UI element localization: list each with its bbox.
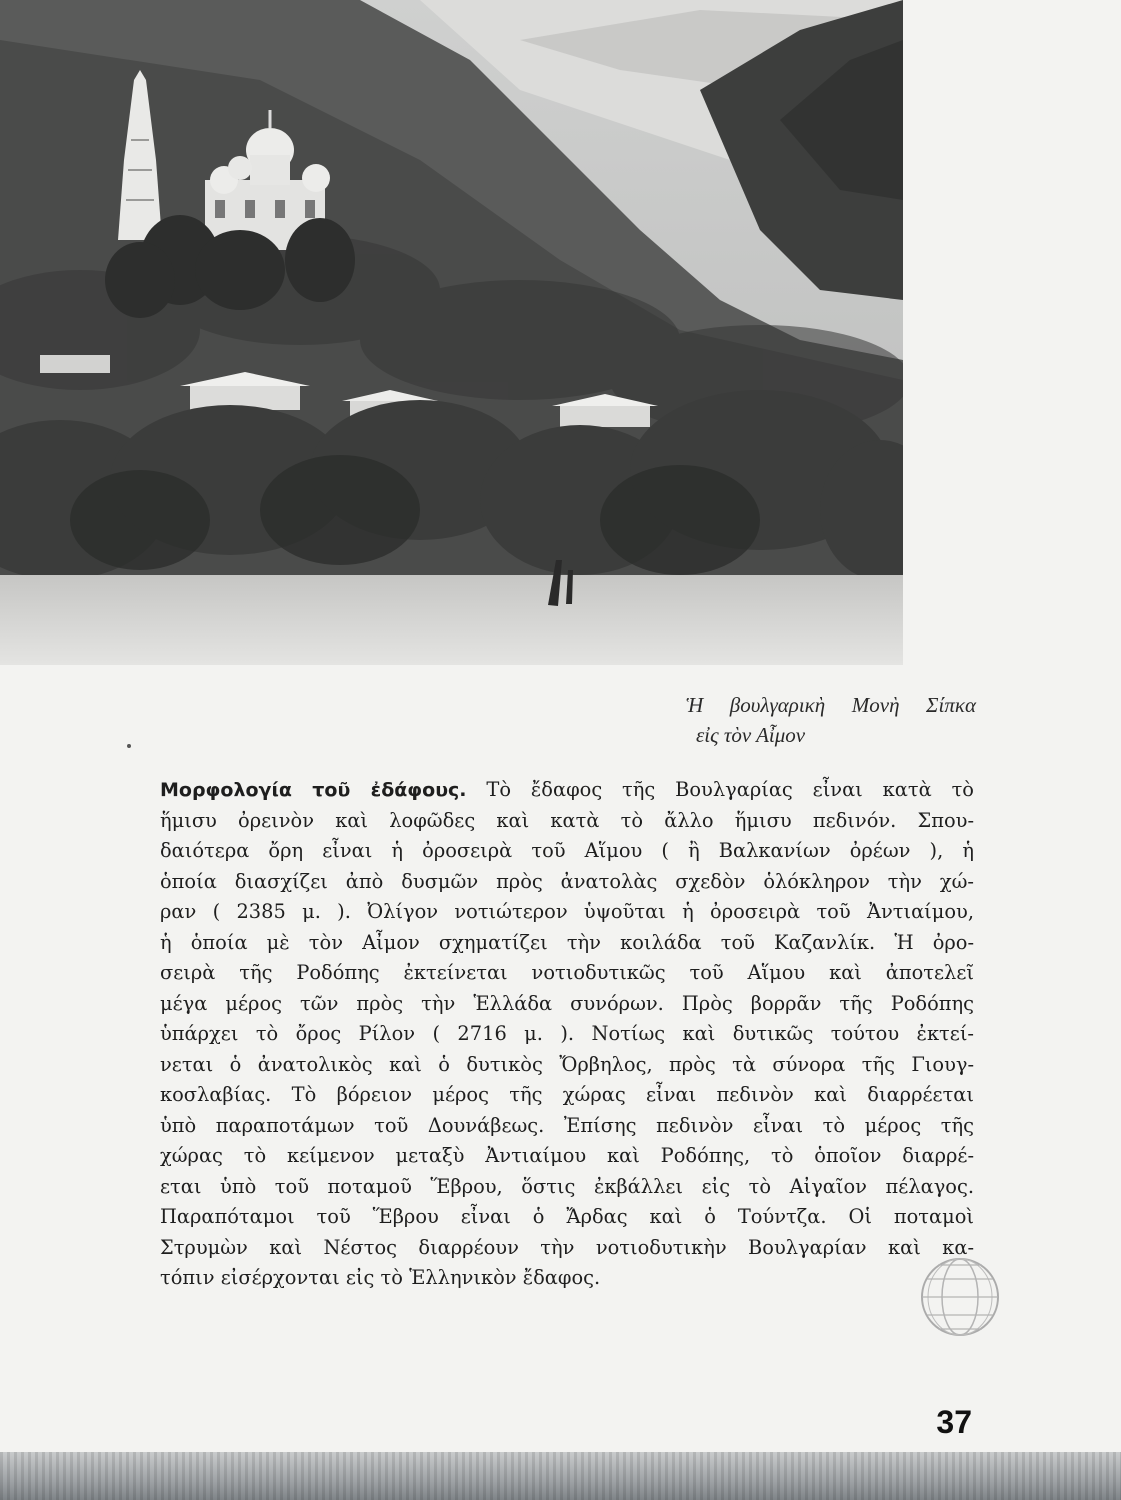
body-line: εται ὑπὸ τοῦ ποταμοῦ Ἕβρου, ὅστις ἐκβάλλει εἰς τὸ Αἰγαῖον πέλαγος. bbox=[160, 1174, 974, 1198]
body-line: τόπιν εἰσέρχονται εἰς τὸ Ἑλληνικὸν ἔδαφος. bbox=[160, 1266, 601, 1289]
page-number: 37 bbox=[936, 1404, 972, 1440]
body-line: ἡ ὁποία μὲ τὸν Αἶμον σχηματίζει τὴν κοιλάδα τοῦ Καζανλίκ. Ἡ ὀρο- bbox=[160, 930, 974, 954]
body-line: δαιότερα ὄρη εἶναι ἡ ὀροσειρὰ τοῦ Αἵμου ( ἢ Βαλκανίων ὀρέων ), ἡ bbox=[160, 839, 974, 862]
body-line: Παραπόταμοι τοῦ Ἕβρου εἶναι ὁ Ἄρδας καὶ ὁ Τούντζα. Οἱ ποταμοὶ bbox=[160, 1205, 974, 1228]
body-line: ραν ( 2385 μ. ). Ὀλίγον νοτιώτερον ὑψοῦται ἡ ὀροσειρὰ τοῦ Ἀντιαίμου, bbox=[160, 900, 974, 923]
margin-dot bbox=[127, 744, 131, 748]
body-line: μέγα μέρος τῶν πρὸς τὴν Ἑλλάδα συνόρων. Πρὸς βορρᾶν τῆς Ροδόπης bbox=[160, 991, 974, 1015]
body-line: Στρυμὼν καὶ Νέστος διαρρέουν τὴν νοτιοδυτικὴν Βουλγαρίαν καὶ κα- bbox=[160, 1235, 974, 1259]
section-heading: Μορφολογία τοῦ ἐδάφους. bbox=[160, 779, 467, 801]
body-text bbox=[160, 775, 974, 1294]
body-line: ὁποία διασχίζει ἀπὸ δυσμῶν πρὸς ἀνατολὰς σχεδὸν ὁλόκληρον τὴν χώ- bbox=[160, 869, 974, 893]
body-line: ὑπὸ παραποτάμων τοῦ Δουνάβεως. Ἐπίσης πεδινὸν εἶναι τὸ μέρος τῆς bbox=[160, 1113, 974, 1137]
caption-word: Μονὴ bbox=[851, 693, 900, 717]
caption-line-2: εἰς τὸν Αἶμον bbox=[696, 723, 806, 747]
globe-icon bbox=[918, 1255, 1002, 1339]
caption-word: βουλγαρικὴ bbox=[729, 693, 826, 717]
body-line bbox=[160, 775, 974, 806]
body-line: κοσλαβίας. Τὸ βόρειον μέρος τῆς χώρας εἶναι πεδινὸν καὶ διαρρέεται bbox=[160, 1083, 974, 1106]
bottom-scan-strip bbox=[0, 1452, 1121, 1500]
monastery-photo bbox=[0, 0, 903, 665]
body-line: χώρας τὸ κείμενον μεταξὺ Ἀντιαίμου καὶ Ροδόπης, τὸ ὁποῖον διαρρέ- bbox=[160, 1144, 974, 1167]
body-line: ἥμισυ ὀρεινὸν καὶ λοφῶδες καὶ κατὰ τὸ ἄλλο ἥμισυ πεδινόν. Σπου- bbox=[160, 808, 974, 832]
body-line: σειρὰ τῆς Ροδόπης ἐκτείνεται νοτιοδυτικῶς τοῦ Αἵμου καὶ ἀποτελεῖ bbox=[160, 961, 974, 984]
body-line: νεται ὁ ἀνατολικὸς καὶ ὁ δυτικὸς Ὄρβηλος, πρὸς τὰ σύνορα τῆς Γιουγ- bbox=[160, 1052, 974, 1076]
body-line: ὑπάρχει τὸ ὄρος Ρίλον ( 2716 μ. ). Νοτίως καὶ δυτικῶς τούτου ἐκτεί- bbox=[160, 1022, 974, 1045]
body-line-text: Τὸ ἔδαφος τῆς Βουλγαρίας εἶναι κατὰ τὸ bbox=[466, 778, 974, 801]
photo-caption bbox=[686, 690, 976, 750]
caption-word: Ἡ bbox=[686, 693, 704, 717]
caption-word: Σίπκα bbox=[926, 693, 976, 717]
